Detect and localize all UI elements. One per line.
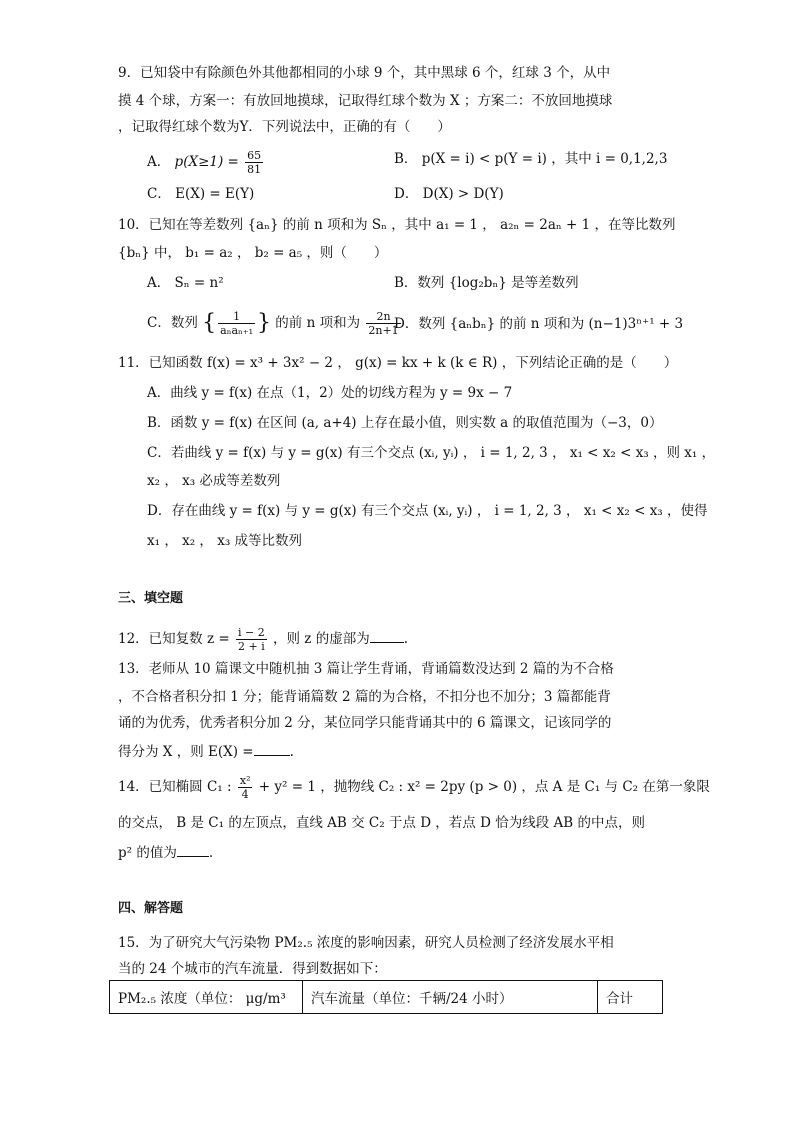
option-c-middle: 的前 n 项和为 — [275, 315, 361, 331]
q13-answer-blank[interactable] — [254, 741, 290, 756]
option-a-expr: p(X≥1) = — [174, 154, 239, 170]
q11-option-c-line1[interactable]: C．若曲线 y = f(x) 与 y = g(x) 有三个交点 (xᵢ, yᵢ) ， i = 1, 2, 3 ， x₁ < x₂ < x₃ ，则 x₁ ， — [147, 445, 716, 461]
q14-line2: 的交点， B 是 C₁ 的左顶点，直线 AB 交 C₂ 于点 D ，若点 D 恰为线段 AB 的中点，则 — [118, 815, 645, 831]
fraction-denominator: aₙaₙ₊₁ — [220, 324, 253, 337]
fraction-numerator: x² — [239, 774, 251, 787]
table-header-total: 合计 — [598, 981, 663, 1014]
option-c-fraction — [218, 310, 255, 337]
q9-line1: 9．已知袋中有除颜色外其他都相同的小球 9 个，其中黑球 6 个，红球 3 个，从中 — [118, 65, 611, 81]
q10-option-d[interactable]: D．数列 {aₙbₙ} 的前 n 项和为 (n−1)3ⁿ⁺¹ + 3 — [394, 316, 684, 332]
q14-line3-text: p² 的值为 — [118, 845, 177, 861]
q14-suffix: + y² = 1 ，抛物线 C₂ : x² = 2py (p > 0) ，点 A 是 C₁ 与 C₂ 在第一象限 — [258, 779, 710, 795]
table-header-row — [110, 981, 663, 1014]
table-header-pm25: PM₂.₅ 浓度（单位： μg/m³ — [110, 981, 303, 1014]
q15-line1: 15．为了研究大气污染物 PM₂.₅ 浓度的影响因素，研究人员检测了经济发展水平相 — [118, 935, 614, 951]
q13-end: . — [289, 744, 294, 760]
q11-line1: 11．已知函数 f(x) = x³ + 3x² − 2 ， g(x) = kx + k (k ∈ R) ，下列结论正确的是（ ） — [118, 355, 678, 371]
q9-line2: 摸 4 个球，方案一：有放回地摸球，记取得红球个数为 X ；方案二：不放回地摸球 — [118, 93, 613, 109]
q11-option-a[interactable]: A．曲线 y = f(x) 在点（1，2）处的切线方程为 y = 9x − 7 — [147, 385, 513, 401]
q14-prefix: 14．已知椭圆 C₁ : — [118, 779, 232, 795]
brace-close: } — [257, 310, 271, 336]
section-heading-fill-in: 三、填空题 — [118, 591, 184, 606]
q11-option-d-line1[interactable]: D．存在曲线 y = f(x) 与 y = g(x) 有三个交点 (xᵢ, yᵢ) ， i = 1, 2, 3 ， x₁ < x₂ < x₃ ，使得 — [147, 503, 708, 519]
q10-option-c[interactable] — [147, 310, 403, 337]
fraction-denominator: 81 — [247, 163, 262, 176]
q13-line1: 13．老师从 10 篇课文中随机抽 3 篇让学生背诵，背诵篇数没达到 2 篇的为不合格 — [118, 661, 614, 677]
q14-line3 — [118, 842, 213, 863]
fraction-denominator: 2n+1 — [368, 324, 399, 337]
fraction-denominator: 4 — [241, 788, 249, 801]
q11-option-d-line2: x₁ ， x₂ ， x₃ 成等比数列 — [147, 533, 303, 549]
q14-line1 — [118, 774, 710, 801]
q12-suffix: ，则 z 的虚部为 — [273, 631, 370, 647]
q15-line2: 当的 24 个城市的汽车流量．得到数据如下： — [118, 961, 387, 977]
q9-line3: ，记取得红球个数为Y．下列说法中，正确的有（ ） — [118, 119, 451, 135]
brace-open: { — [202, 310, 217, 336]
q12 — [118, 626, 408, 653]
q12-fraction — [236, 626, 267, 653]
q13-line3: 诵的为优秀，优秀者积分加 2 分，某位同学只能背诵其中的 6 篇课文，记该同学的 — [118, 715, 612, 731]
option-a-fraction — [245, 149, 263, 176]
q12-end: . — [403, 631, 409, 647]
q13-line4 — [118, 741, 294, 762]
q12-prefix: 12．已知复数 z = — [118, 631, 230, 647]
q10-option-b[interactable]: B．数列 {log₂bₙ} 是等差数列 — [394, 275, 579, 291]
fraction-denominator: 2 + i — [237, 640, 265, 653]
q9-option-b[interactable]: B． p(X = i) < p(Y = i) ，其中 i = 0,1,2,3 — [394, 151, 668, 167]
section-heading-solutions: 四、解答题 — [118, 901, 184, 916]
fraction-numerator: 1 — [218, 310, 255, 324]
q14-fraction — [238, 774, 253, 801]
q14-end: . — [208, 845, 214, 861]
fraction-numerator: 65 — [247, 149, 262, 162]
q10-line2: {bₙ} 中， b₁ = a₂ ， b₂ = a₅ ，则（ ） — [118, 245, 388, 261]
q10-option-a[interactable]: A． Sₙ = n² — [147, 275, 224, 291]
fraction-numerator: 2n — [366, 310, 400, 324]
q11-option-c-line2: x₂ ， x₃ 必成等差数列 — [147, 473, 281, 489]
q12-answer-blank[interactable] — [370, 628, 404, 643]
table-header-traffic: 汽车流量（单位：千辆/24 小时） — [303, 981, 598, 1014]
q13-line4-text: 得分为 X ，则 E(X) = — [118, 744, 254, 760]
q10-line1: 10．已知在等差数列 {aₙ} 的前 n 项和为 Sₙ ，其中 a₁ = 1 ， a₂ₙ = 2aₙ + 1 ，在等比数列 — [118, 217, 676, 233]
q9-option-d[interactable]: D． D(X) > D(Y) — [394, 186, 504, 202]
q9-option-c[interactable]: C． E(X) = E(Y) — [147, 186, 255, 202]
q9-option-a[interactable] — [147, 149, 265, 176]
q14-answer-blank[interactable] — [177, 842, 209, 857]
option-a-label: A． — [147, 154, 171, 170]
fraction-numerator: i − 2 — [237, 626, 265, 639]
q13-line2: ，不合格者积分扣 1 分；能背诵篇数 2 篇的为合格，不扣分也不加分；3 篇都能背 — [118, 689, 611, 705]
q11-option-b[interactable]: B．函数 y = f(x) 在区间 (a, a+4) 上存在最小值，则实数 a 的取值范围为（−3，0） — [147, 415, 663, 431]
option-c-prefix: C．数列 — [147, 315, 198, 331]
q15-data-table — [109, 980, 663, 1014]
